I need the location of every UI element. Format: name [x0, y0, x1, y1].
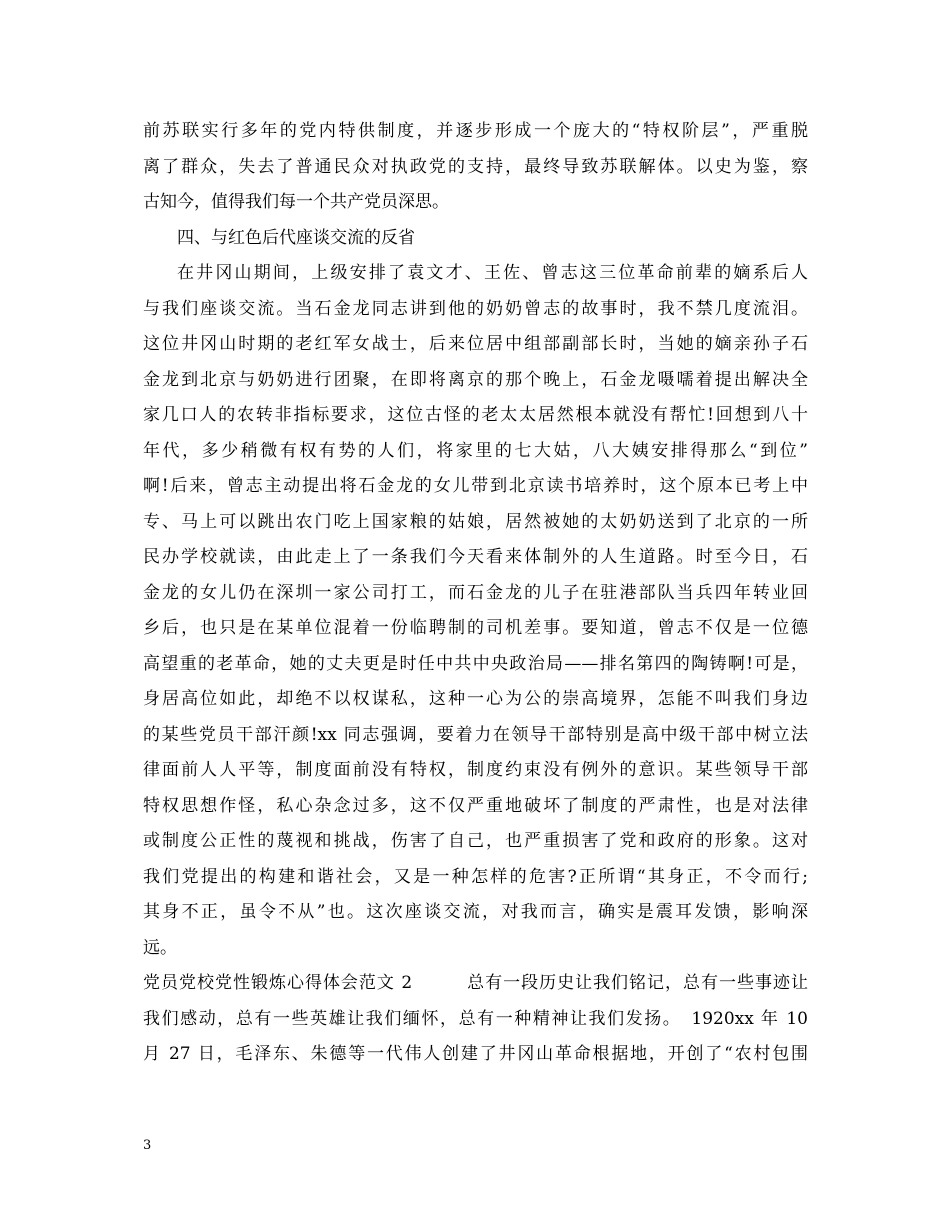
text-line-24: 远。 [143, 937, 177, 958]
text-line-18: 的某些党员干部汗颜!xx 同志强调，要着力在领导干部特别是高中级干部中树立法 [143, 724, 808, 745]
text-line-7: 这位井冈山时期的老红军女战士，后来位居中组部副部长时，当她的嫡亲孙子石 [143, 334, 808, 354]
text-line-2: 离了群众，失去了普通民众对执政党的支持，最终导致苏联解体。以史为鉴，察 [143, 156, 808, 177]
text-line-15: 乡后，也只是在某单位混着一份临聘制的司机差事。要知道，曾志不仅是一位德 [143, 618, 808, 638]
text-line-5: 在井冈山期间，上级安排了袁文才、王佐、曾志这三位革命前辈的嫡系后人 [177, 263, 808, 283]
text-line-3: 古知今，值得我们每一个共产党员深思。 [143, 192, 449, 212]
page-number: 3 [143, 1138, 152, 1153]
body-text [143, 114, 808, 1073]
text-line-8: 金龙到北京与奶奶进行团聚，在即将离京的那个晚上，石金龙嗫嚅着提出解决全 [143, 369, 808, 390]
text-line-1: 前苏联实行多年的党内特供制度，并逐步形成一个庞大的“特权阶层”，严重脱 [143, 121, 808, 141]
text-line-14: 金龙的女儿仍在深圳一家公司打工，而石金龙的儿子在驻港部队当兵四年转业回 [143, 582, 808, 603]
text-line-23: 其身不正，虽令不从”也。这次座谈交流，对我而言，确实是震耳发馈，影响深 [143, 902, 808, 922]
text-line-13: 民办学校就读，由此走上了一条我们今天看来体制外的人生道路。时至今日，石 [143, 547, 808, 567]
text-line-21: 或制度公正性的蔑视和挑战，伤害了自己，也严重损害了党和政府的形象。这对 [143, 831, 808, 851]
text-line-19: 律面前人人平等，制度面前没有特权，制度约束没有例外的意识。某些领导干部 [143, 760, 808, 780]
text-line-25: 党员党校党性锻炼心得体会范文 2 总有一段历史让我们铭记，总有一些事迹让 [143, 973, 808, 993]
text-line-26: 我们感动，总有一些英雄让我们缅怀，总有一种精神让我们发扬。 1920xx 年 10 [143, 1008, 808, 1029]
text-line-16: 高望重的老革命，她的丈夫更是时任中共中央政治局——排名第四的陶铸啊!可是， [143, 653, 808, 674]
text-line-6: 与我们座谈交流。当石金龙同志讲到他的奶奶曾志的故事时，我不禁几度流泪。 [143, 298, 808, 319]
text-line-11: 啊!后来，曾志主动提出将石金龙的女儿带到北京读书培养时，这个原本已考上中 [143, 476, 808, 496]
text-line-27: 月 27 日，毛泽东、朱德等一代伟人创建了井冈山革命根据地，开创了“农村包围 [143, 1044, 808, 1064]
text-line-9: 家几口人的农转非指标要求，这位古怪的老太太居然根本就没有帮忙!回想到八十 [143, 405, 808, 425]
text-line-17: 身居高位如此，却绝不以权谋私，这种一心为公的崇高境界，怎能不叫我们身边 [143, 689, 808, 709]
text-line-12: 专、马上可以跳出农门吃上国家粮的姑娘，居然被她的太奶奶送到了北京的一所 [143, 511, 808, 532]
section-heading: 四、与红色后代座谈交流的反省 [177, 227, 415, 248]
text-line-22: 我们党提出的构建和谐社会，又是一种怎样的危害?正所谓“其身正，不令而行; [143, 866, 808, 887]
text-line-10: 年代，多少稍微有权有势的人们，将家里的七大姑，八大姨安排得那么“到位” [143, 440, 808, 461]
text-line-20: 特权思想作怪，私心杂念过多，这不仅严重地破坏了制度的严肃性，也是对法律 [143, 795, 808, 816]
